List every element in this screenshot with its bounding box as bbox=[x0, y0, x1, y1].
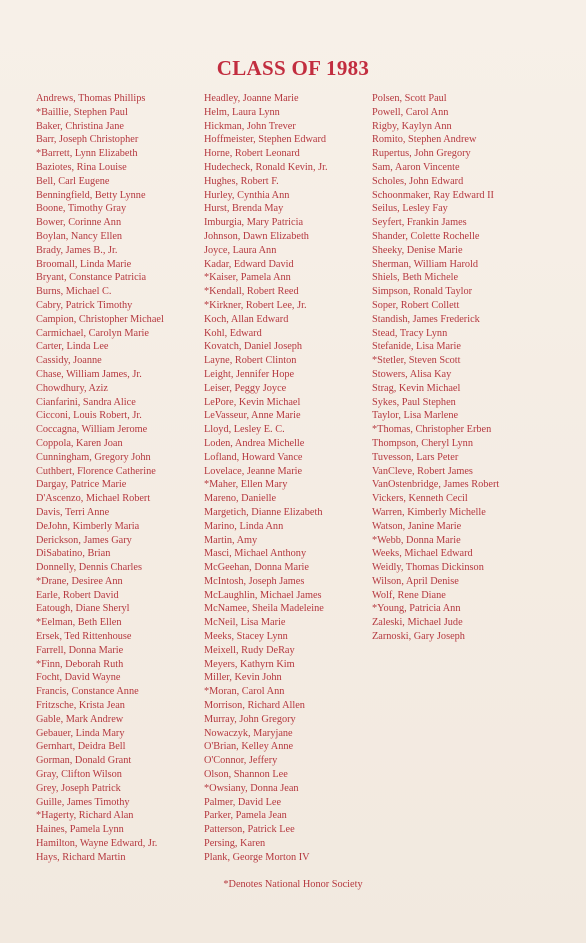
page-title: CLASS OF 1983 bbox=[216, 56, 370, 80]
student-name: Strag, Kevin Michael bbox=[372, 382, 461, 394]
student-name: Johnson, Dawn Elizabeth bbox=[204, 230, 309, 242]
student-name: Watson, Janine Marie bbox=[372, 520, 462, 532]
student-name: Broomall, Linda Marie bbox=[36, 258, 132, 270]
student-name: Gable, Mark Andrew bbox=[36, 713, 124, 725]
student-name: Wilson, April Denise bbox=[372, 575, 459, 587]
student-name: Lloyd, Lesley E. C. bbox=[204, 424, 285, 436]
student-name: VanCleve, Robert James bbox=[372, 465, 473, 477]
student-name: Warren, Kimberly Michelle bbox=[372, 506, 486, 518]
student-name: Meeks, Stacey Lynn bbox=[204, 631, 288, 643]
student-name: Gernhart, Deidra Bell bbox=[36, 741, 126, 753]
student-name: *Stetler, Steven Scott bbox=[372, 355, 461, 367]
student-name: O'Connor, Jeffery bbox=[204, 755, 278, 767]
student-name: Earle, Robert David bbox=[36, 589, 119, 601]
student-name: D'Ascenzo, Michael Robert bbox=[36, 493, 151, 505]
student-name: Coppola, Karen Joan bbox=[36, 437, 123, 449]
student-name: Masci, Michael Anthony bbox=[204, 548, 307, 560]
name-column-2 bbox=[204, 92, 328, 865]
student-name: Morrison, Richard Allen bbox=[204, 700, 305, 712]
student-name: Powell, Carol Ann bbox=[372, 106, 449, 118]
student-name: Hays, Richard Martin bbox=[36, 851, 126, 863]
student-name: Taylor, Lisa Marlene bbox=[372, 410, 459, 422]
student-name: McLaughlin, Michael James bbox=[204, 589, 322, 601]
student-name: Farrell, Donna Marie bbox=[36, 644, 124, 656]
name-column-1 bbox=[36, 92, 164, 865]
student-name: Kadar, Edward David bbox=[204, 258, 294, 270]
student-name: Hurst, Brenda May bbox=[204, 203, 284, 215]
student-name: Gorman, Donald Grant bbox=[36, 755, 132, 767]
student-name: Cabry, Patrick Timothy bbox=[36, 299, 133, 311]
student-name: Chowdhury, Aziz bbox=[36, 382, 108, 394]
student-name: Simpson, Ronald Taylor bbox=[372, 286, 473, 298]
student-name: Schoonmaker, Ray Edward II bbox=[372, 189, 494, 201]
student-name: Boylan, Nancy Ellen bbox=[36, 230, 123, 242]
student-name: Hughes, Robert F. bbox=[204, 175, 279, 187]
student-name: McNeil, Lisa Marie bbox=[204, 617, 286, 629]
student-name: Koch, Allan Edward bbox=[204, 313, 289, 325]
student-name: Dargay, Patrice Marie bbox=[36, 479, 127, 491]
student-name: *Finn, Deborah Ruth bbox=[36, 658, 124, 670]
student-name: Martin, Amy bbox=[204, 534, 258, 546]
student-name: Brady, James B., Jr. bbox=[36, 244, 118, 256]
student-name: *Thomas, Christopher Erben bbox=[372, 424, 492, 436]
student-name: Lofland, Howard Vance bbox=[204, 451, 303, 463]
student-name: Imburgia, Mary Patricia bbox=[204, 217, 304, 229]
student-name: Olson, Shannon Lee bbox=[204, 769, 288, 781]
student-name: *Kaiser, Pamela Ann bbox=[204, 272, 291, 284]
student-name: Romito, Stephen Andrew bbox=[372, 134, 477, 146]
student-name: Standish, James Frederick bbox=[372, 313, 480, 325]
student-name: Coccagna, William Jerome bbox=[36, 424, 148, 436]
student-name: Zarnoski, Gary Joseph bbox=[372, 631, 465, 643]
student-name: Sherman, William Harold bbox=[372, 258, 479, 270]
student-name: *Hagerty, Richard Alan bbox=[36, 810, 134, 822]
student-name: *Young, Patricia Ann bbox=[372, 603, 461, 615]
student-name: Grey, Joseph Patrick bbox=[36, 782, 121, 794]
student-name: Hoffmeister, Stephen Edward bbox=[204, 134, 327, 146]
student-name: Bell, Carl Eugene bbox=[36, 175, 110, 187]
student-name: Headley, Joanne Marie bbox=[204, 93, 299, 104]
student-name: Rupertus, John Gregory bbox=[372, 148, 471, 160]
student-name: Leight, Jennifer Hope bbox=[204, 368, 295, 380]
student-name: Scholes, John Edward bbox=[372, 175, 464, 187]
student-name: Soper, Robert Collett bbox=[372, 299, 460, 311]
student-name: Donnelly, Dennis Charles bbox=[36, 562, 143, 574]
student-name: Stefanide, Lisa Marie bbox=[372, 341, 461, 353]
student-name: DeJohn, Kimberly Maria bbox=[36, 520, 140, 532]
student-name: Marino, Linda Ann bbox=[204, 520, 284, 532]
student-name: Cianfarini, Sandra Alice bbox=[36, 396, 136, 408]
student-name: DiSabatino, Brian bbox=[36, 548, 111, 560]
student-name: VanOstenbridge, James Robert bbox=[372, 479, 500, 491]
student-name: Baker, Christina Jane bbox=[36, 120, 124, 132]
student-name: Stowers, Alisa Kay bbox=[372, 368, 452, 380]
student-name: Fritzsche, Krista Jean bbox=[36, 700, 125, 712]
student-name: Barr, Joseph Christopher bbox=[36, 134, 139, 146]
student-name: Stead, Tracy Lynn bbox=[372, 327, 448, 339]
student-name: McIntosh, Joseph James bbox=[204, 575, 305, 587]
student-name: Hamilton, Wayne Edward, Jr. bbox=[36, 838, 158, 850]
student-name: Hurley, Cynthia Ann bbox=[204, 189, 290, 201]
student-name: Margetich, Dianne Elizabeth bbox=[204, 506, 323, 518]
student-name: Sam, Aaron Vincente bbox=[372, 161, 460, 173]
student-name: Seilus, Lesley Fay bbox=[372, 203, 448, 215]
student-name: Lovelace, Jeanne Marie bbox=[204, 465, 303, 477]
student-name: Bryant, Constance Patricia bbox=[36, 272, 147, 284]
student-name: Hudecheck, Ronald Kevin, Jr. bbox=[204, 161, 328, 173]
student-name: Kovatch, Daniel Joseph bbox=[204, 341, 303, 353]
student-name: Gray, Clifton Wilson bbox=[36, 769, 122, 781]
student-name: Leiser, Peggy Joyce bbox=[204, 382, 287, 394]
student-name: Patterson, Patrick Lee bbox=[204, 824, 295, 836]
student-name: *Maher, Ellen Mary bbox=[204, 479, 288, 491]
student-name: *Drane, Desiree Ann bbox=[36, 575, 123, 587]
student-name: Murray, John Gregory bbox=[204, 713, 296, 725]
student-name: Thompson, Cheryl Lynn bbox=[372, 437, 473, 449]
student-name: Palmer, David Lee bbox=[204, 796, 282, 808]
student-name: Shiels, Beth Michele bbox=[372, 272, 459, 284]
student-name: Wolf, Rene Diane bbox=[372, 589, 446, 601]
student-name: Shander, Colette Rochelle bbox=[372, 230, 480, 242]
student-name: Burns, Michael C. bbox=[36, 286, 112, 298]
student-name: Weidly, Thomas Dickinson bbox=[372, 562, 484, 574]
student-name: Guille, James Timothy bbox=[36, 796, 130, 808]
student-name: Campion, Christopher Michael bbox=[36, 313, 164, 325]
student-name: Cuthbert, Florence Catherine bbox=[36, 465, 156, 477]
student-name: *Kirkner, Robert Lee, Jr. bbox=[204, 299, 307, 311]
student-name: *Barrett, Lynn Elizabeth bbox=[36, 148, 138, 160]
student-name: Seyfert, Frankin James bbox=[372, 217, 467, 229]
student-name: *Owsiany, Donna Jean bbox=[204, 782, 299, 794]
student-name: LeVasseur, Anne Marie bbox=[204, 410, 301, 422]
student-name: *Kendall, Robert Reed bbox=[204, 286, 299, 298]
student-name: Boone, Timothy Gray bbox=[36, 203, 127, 215]
student-name: Zaleski, Michael Jude bbox=[372, 617, 463, 629]
student-name: Persing, Karen bbox=[204, 838, 266, 850]
student-name: Sykes, Paul Stephen bbox=[372, 396, 456, 408]
student-name: Meixell, Rudy DeRay bbox=[204, 644, 295, 656]
student-name: Loden, Andrea Michelle bbox=[204, 437, 305, 449]
student-name: Plank, George Morton IV bbox=[204, 851, 310, 863]
student-name: Miller, Kevin John bbox=[204, 672, 282, 684]
student-name: Tuvesson, Lars Peter bbox=[372, 451, 459, 463]
honor-society-footnote: *Denotes National Honor Society bbox=[223, 879, 363, 890]
student-name: Kohl, Edward bbox=[204, 327, 262, 339]
student-name: Sheeky, Denise Marie bbox=[372, 244, 463, 256]
student-name: Layne, Robert Clinton bbox=[204, 355, 297, 367]
student-name: Vickers, Kenneth Cecil bbox=[372, 493, 468, 505]
student-name: Ersek, Ted Rittenhouse bbox=[36, 631, 132, 643]
student-name: Francis, Constance Anne bbox=[36, 686, 139, 698]
student-name: Nowaczyk, Maryjane bbox=[204, 727, 293, 739]
student-name: Cassidy, Joanne bbox=[36, 355, 102, 367]
student-name: Derickson, James Gary bbox=[36, 534, 132, 546]
student-name: Gebauer, Linda Mary bbox=[36, 727, 125, 739]
student-name: Chase, William James, Jr. bbox=[36, 368, 142, 380]
student-name: Carmichael, Carolyn Marie bbox=[36, 327, 149, 339]
student-name: Polsen, Scott Paul bbox=[372, 93, 447, 104]
student-name: Meyers, Kathyrn Kim bbox=[204, 658, 295, 670]
student-name: Cunningham, Gregory John bbox=[36, 451, 151, 463]
student-name: Carter, Linda Lee bbox=[36, 341, 109, 353]
student-name: Baziotes, Rina Louise bbox=[36, 161, 127, 173]
student-name: Helm, Laura Lynn bbox=[204, 106, 280, 118]
student-name: Weeks, Michael Edward bbox=[372, 548, 473, 560]
student-name: *Moran, Carol Ann bbox=[204, 686, 285, 698]
student-name: *Webb, Donna Marie bbox=[372, 534, 461, 546]
student-name: Benningfield, Betty Lynne bbox=[36, 189, 146, 201]
student-name: Focht, David Wayne bbox=[36, 672, 121, 684]
student-name: *Eelman, Beth Ellen bbox=[36, 617, 122, 629]
student-name: Parker, Pamela Jean bbox=[204, 810, 287, 822]
student-name: Eatough, Diane Sheryl bbox=[36, 603, 130, 615]
student-name: Andrews, Thomas Phillips bbox=[36, 93, 146, 104]
student-name: Bower, Corinne Ann bbox=[36, 217, 122, 229]
student-name: Rigby, Kaylyn Ann bbox=[372, 120, 452, 132]
student-name: O'Brian, Kelley Anne bbox=[204, 741, 294, 753]
student-name: LePore, Kevin Michael bbox=[204, 396, 301, 408]
student-name: *Baillie, Stephen Paul bbox=[36, 106, 128, 118]
student-name: McGeehan, Donna Marie bbox=[204, 562, 309, 574]
student-name: Haines, Pamela Lynn bbox=[36, 824, 124, 836]
student-name: Horne, Robert Leonard bbox=[204, 148, 300, 160]
student-name: Mareno, Danielle bbox=[204, 493, 277, 505]
student-name: Hickman, John Trever bbox=[204, 120, 296, 132]
student-name: Cicconi, Louis Robert, Jr. bbox=[36, 410, 142, 422]
student-name: McNamee, Sheila Madeleine bbox=[204, 603, 324, 615]
student-name: Joyce, Laura Ann bbox=[204, 244, 277, 256]
student-name: Davis, Terri Anne bbox=[36, 506, 110, 518]
name-column-3 bbox=[372, 92, 499, 644]
